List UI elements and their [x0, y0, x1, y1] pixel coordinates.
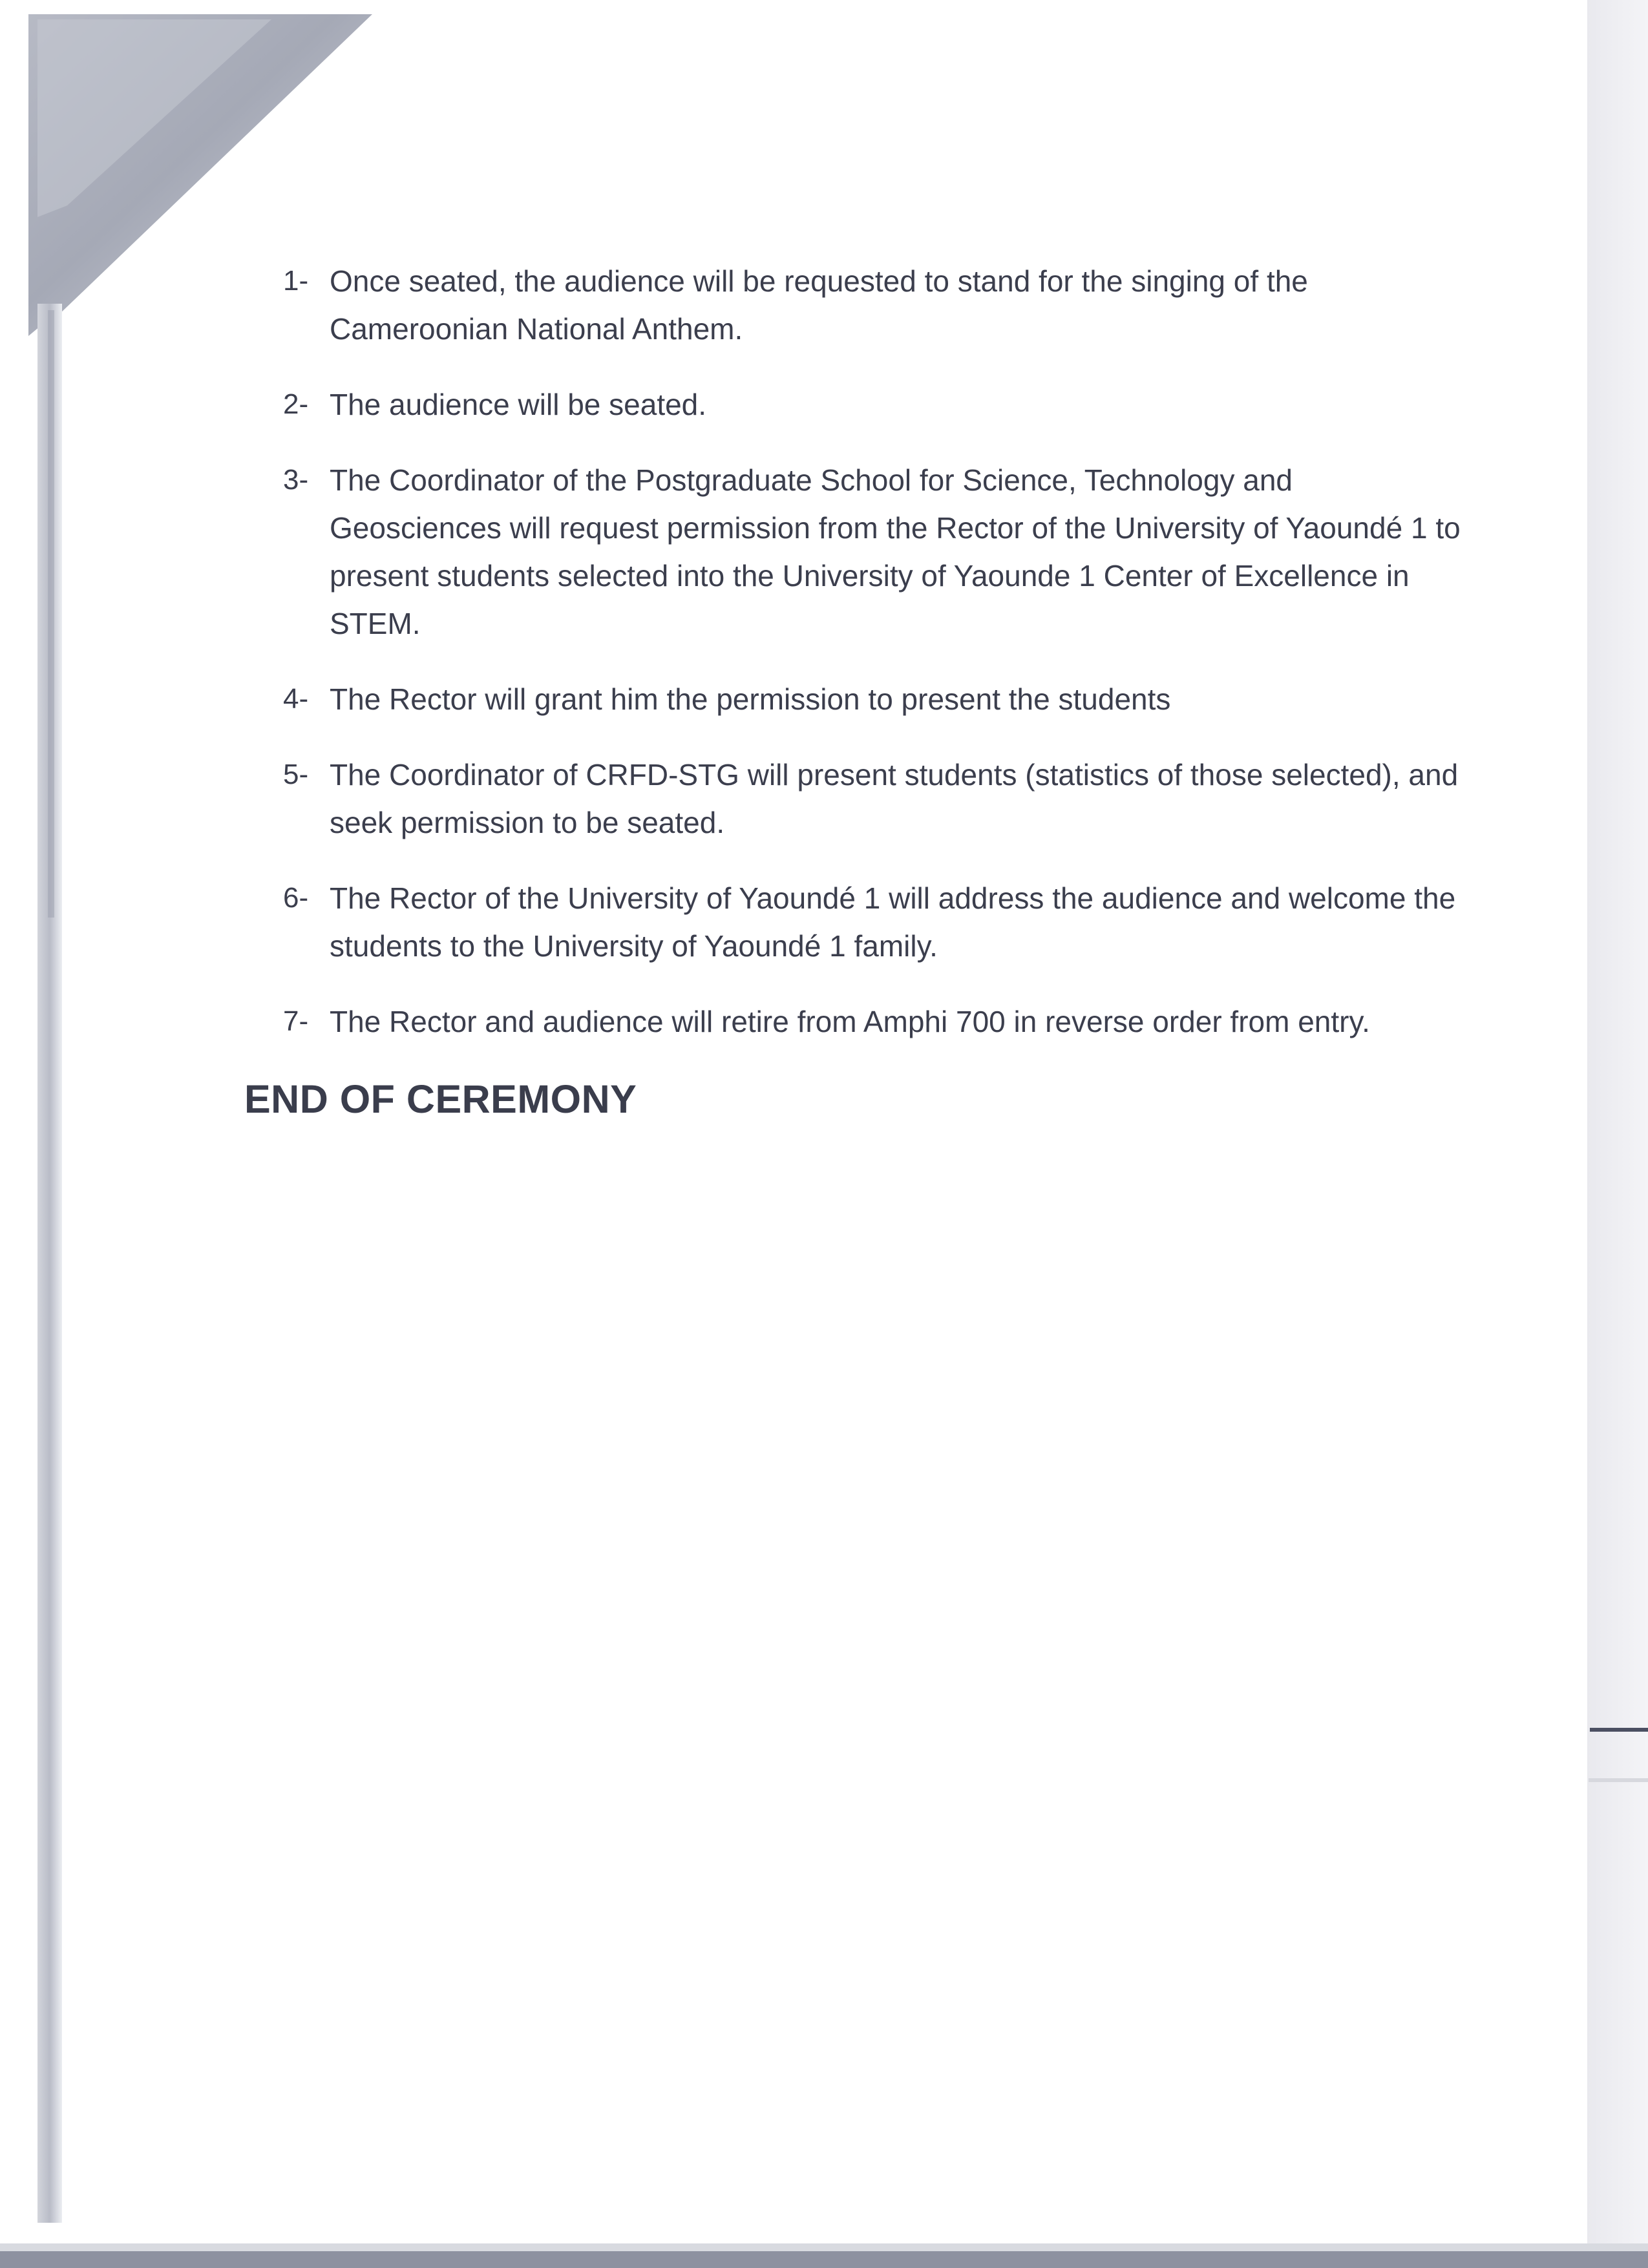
step-text: The Rector of the University of Yaoundé 1 will address the audience and welcome the students to the University of Yaoundé 1 family. [330, 881, 1456, 963]
right-margin-shadow [1589, 1778, 1648, 1782]
step-text: The Coordinator of CRFD-STG will present students (statistics of those selected), and seek permission to be seated. [330, 758, 1459, 839]
step-text: The Coordinator of the Postgraduate School for Science, Technology and Geosciences will request permission from the Rector of the University of Yaoundé 1 to present students selected into the University of Yaounde 1 Center of Excellence in STEM. [330, 463, 1461, 640]
ceremony-step [278, 381, 1461, 428]
ceremony-steps-list [278, 257, 1461, 1073]
ceremony-step [278, 874, 1461, 970]
ceremony-step [278, 751, 1461, 846]
right-margin-mark [1590, 1728, 1648, 1732]
step-number: 2- [283, 388, 309, 420]
bottom-scan-edge [0, 2251, 1648, 2268]
right-scanner-margin [1587, 0, 1648, 2268]
step-number: 5- [283, 759, 309, 790]
step-number: 4- [283, 683, 309, 715]
step-number: 3- [283, 464, 309, 496]
closing-heading: END OF CEREMONY [244, 1077, 637, 1121]
ceremony-step [278, 998, 1461, 1045]
step-text: The audience will be seated. [330, 388, 707, 421]
left-scan-edge-dark [48, 310, 54, 918]
bottom-scan-shadow [0, 2243, 1648, 2251]
step-number: 1- [283, 265, 309, 297]
ceremony-step [278, 456, 1461, 647]
step-text: The Rector and audience will retire from Amphi 700 in reverse order from entry. [330, 1005, 1370, 1038]
step-text: Once seated, the audience will be requested to stand for the singing of the Cameroonian National Anthem. [330, 264, 1308, 346]
step-number: 6- [283, 882, 309, 914]
step-number: 7- [283, 1005, 309, 1037]
ceremony-step [278, 675, 1461, 723]
step-text: The Rector will grant him the permission to present the students [330, 682, 1171, 716]
ceremony-step [278, 257, 1461, 353]
